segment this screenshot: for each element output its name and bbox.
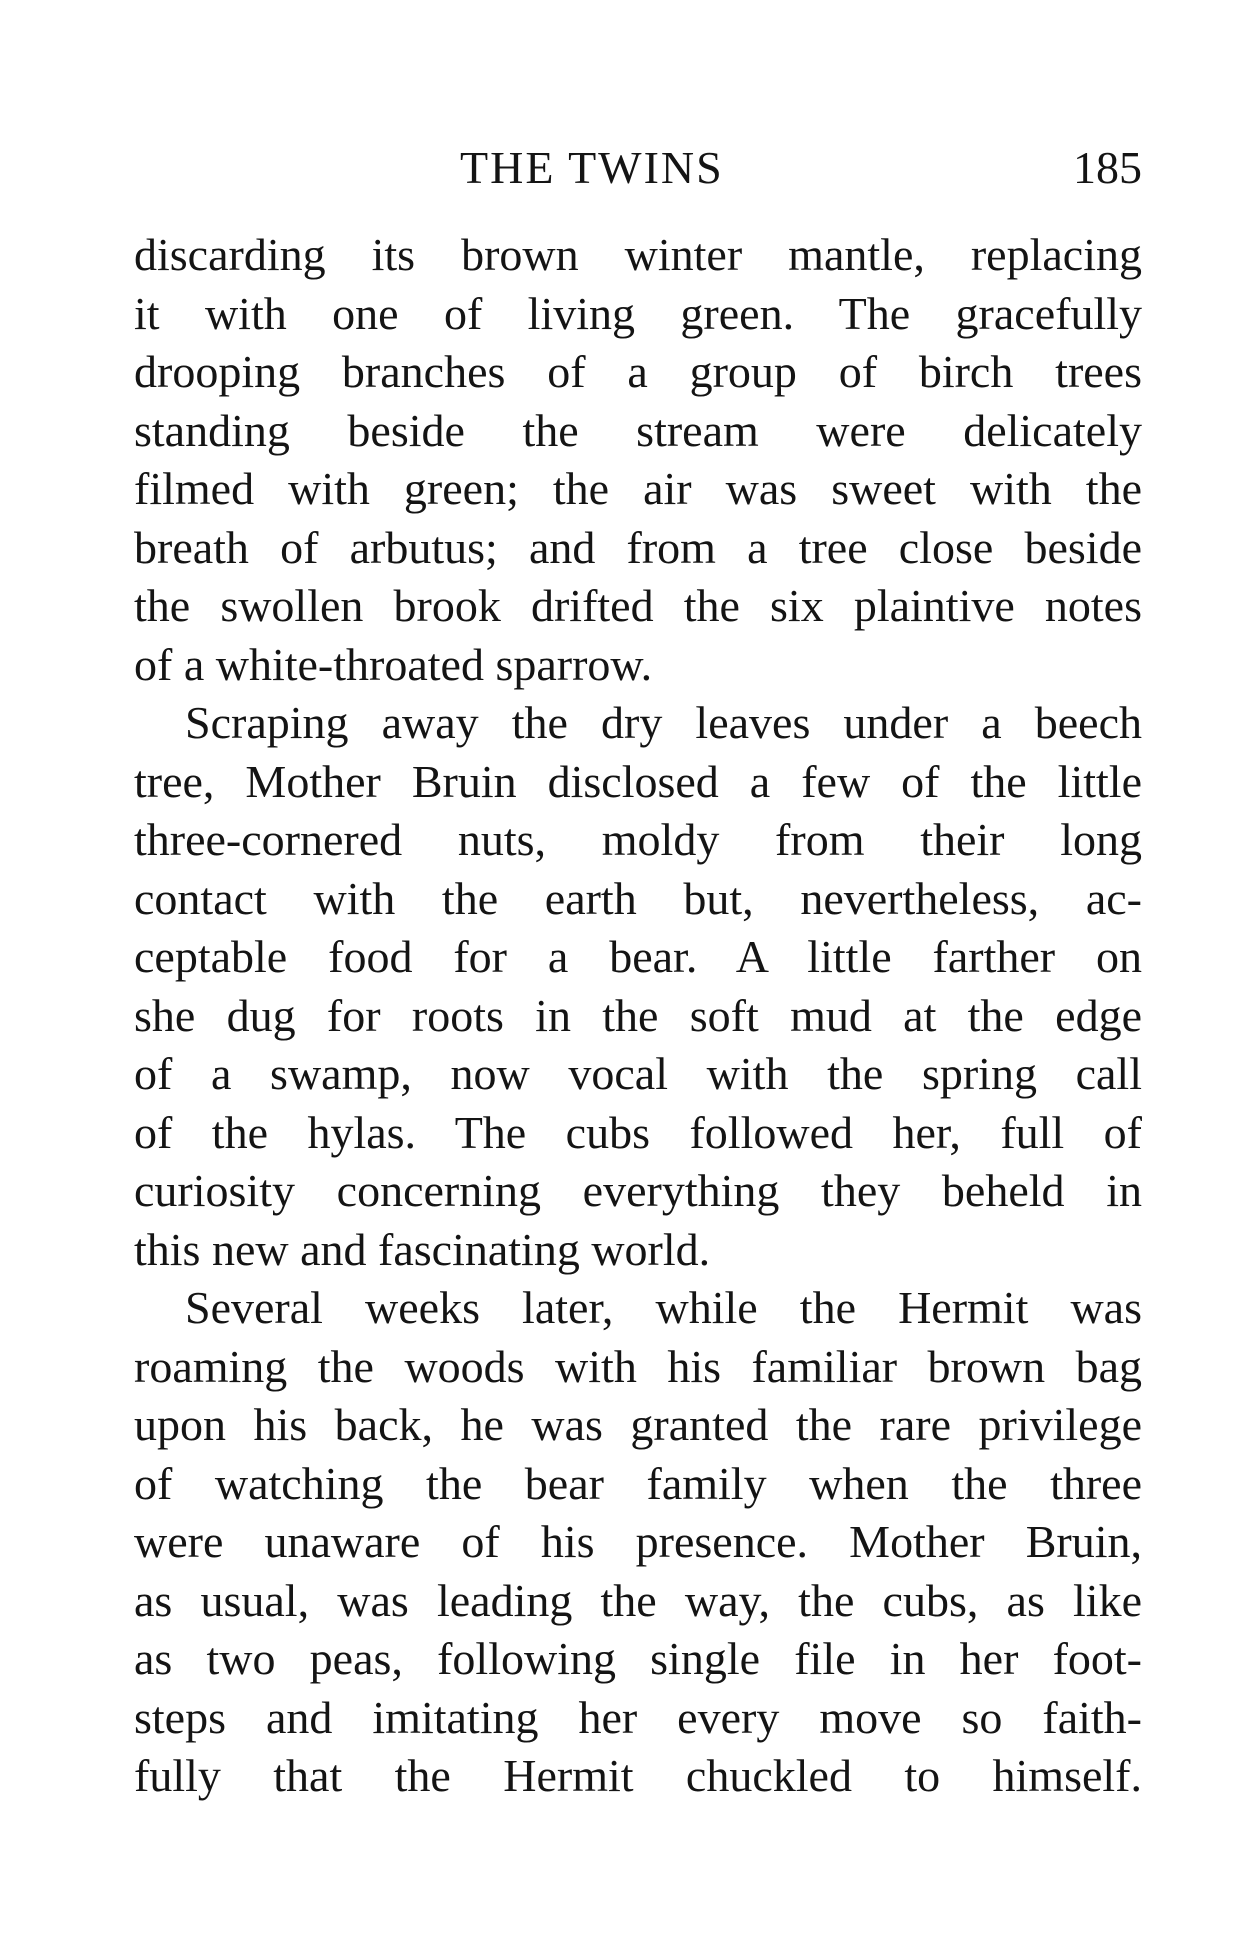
text-line: were unaware of his presence. Mother Bruin, [134, 1516, 1142, 1567]
text-line: steps and imitating her every move so faith- [134, 1691, 1142, 1743]
text-line: tree, Mother Bruin disclosed a few of the little [134, 755, 1142, 807]
text-line: of watching the bear family when the three [134, 1457, 1142, 1509]
text-line: it with one of living green. The gracefully [134, 287, 1142, 339]
text-line: of a white-throated sparrow. [134, 638, 653, 690]
text-line: this new and fascinating world. [134, 1223, 711, 1275]
text-line: ceptable food for a bear. A little farther on [134, 931, 1142, 982]
text-line: standing beside the stream were delicately [134, 404, 1142, 456]
text-line: filmed with green; the air was sweet with the [134, 463, 1142, 514]
text-line: of the hylas. The cubs followed her, full of [134, 1106, 1142, 1158]
text-line: Several weeks later, while the Hermit was [185, 1282, 1142, 1333]
text-line: drooping branches of a group of birch trees [134, 346, 1142, 397]
text-line: upon his back, he was granted the rare privilege [134, 1399, 1142, 1450]
text-line: the swollen brook drifted the six plaintive notes [134, 580, 1142, 631]
text-line: as usual, was leading the way, the cubs, as like [134, 1574, 1142, 1626]
text-line: contact with the earth but, nevertheless, ac- [134, 872, 1142, 924]
text-line: discarding its brown winter mantle, replacing [134, 229, 1142, 280]
running-title: THE TWINS [460, 142, 724, 193]
page-number: 185 [1073, 142, 1142, 193]
text-line: Scraping away the dry leaves under a beech [185, 697, 1142, 748]
text-line: roaming the woods with his familiar brown bag [134, 1340, 1142, 1392]
text-line: fully that the Hermit chuckled to himself. [134, 1750, 1142, 1801]
text-line: three-cornered nuts, moldy from their long [134, 814, 1142, 865]
text-line: as two peas, following single file in her foot- [134, 1633, 1142, 1684]
body-text [134, 226, 1142, 1806]
text-line: she dug for roots in the soft mud at the edge [134, 989, 1142, 1041]
page-header [134, 138, 1142, 198]
text-line: breath of arbutus; and from a tree close beside [134, 521, 1142, 573]
text-line: curiosity concerning everything they beheld in [134, 1165, 1142, 1216]
text-line: of a swamp, now vocal with the spring call [134, 1048, 1142, 1099]
